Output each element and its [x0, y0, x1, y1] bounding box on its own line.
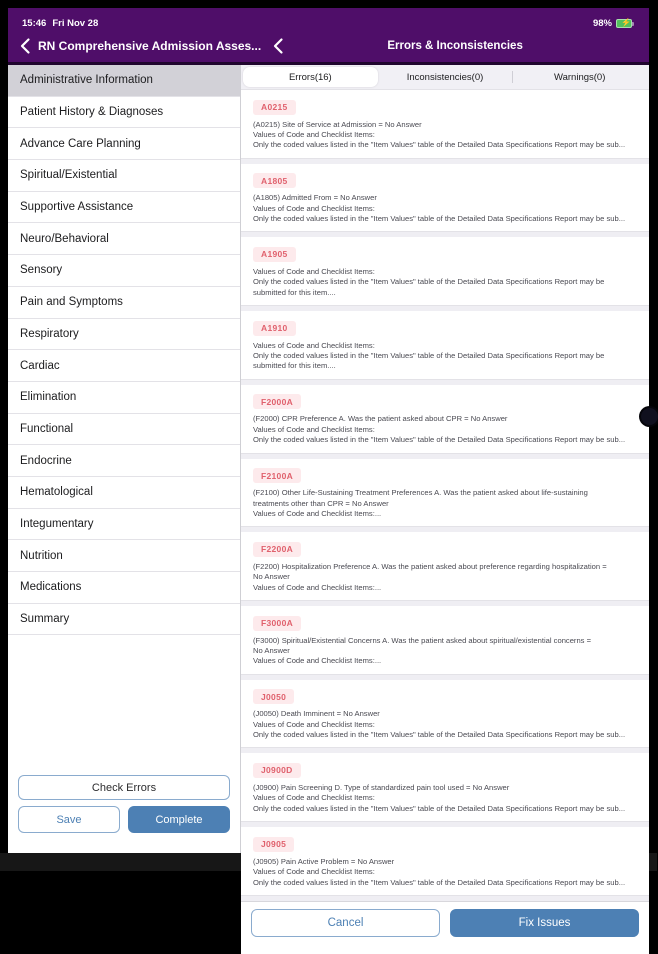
error-text-line: (F2100) Other Life-Sustaining Treatment Preferences A. Was the patient asked about life-sustaining	[253, 488, 588, 498]
sidebar-item[interactable]	[8, 540, 240, 572]
sidebar-item[interactable]	[8, 572, 240, 604]
sidebar-item[interactable]	[8, 319, 240, 351]
error-card-body	[253, 193, 637, 224]
sidebar-item-label: Integumentary	[20, 517, 94, 530]
error-text-line: Values of Code and Checklist Items:	[253, 867, 375, 877]
error-text-line: Values of Code and Checklist Items:	[253, 129, 375, 139]
sidebar-item-label: Hematological	[20, 486, 93, 499]
sidebar-item-label: Pain and Symptoms	[20, 296, 123, 309]
sidebar-item-label: Medications	[20, 581, 82, 594]
error-text-line: (J0905) Pain Active Problem = No Answer	[253, 856, 395, 866]
error-card[interactable]	[241, 311, 649, 380]
error-card[interactable]	[241, 532, 649, 601]
error-card[interactable]	[241, 90, 649, 159]
error-text-line: Values of Code and Checklist Items:...	[253, 656, 382, 666]
error-text-line: Values of Code and Checklist Items:...	[253, 508, 382, 518]
status-time: 15:46	[22, 18, 47, 29]
sidebar-item-label: Sensory	[20, 264, 63, 277]
error-code-badge: F2100A	[253, 468, 301, 483]
error-card-body	[253, 414, 637, 445]
error-code-badge: F2200A	[253, 542, 301, 557]
sidebar-item[interactable]	[8, 192, 240, 224]
sidebar-item-label: Endocrine	[20, 454, 72, 467]
sidebar-footer	[8, 775, 240, 853]
sidebar-item-label: Cardiac	[20, 359, 60, 372]
error-code-badge: J0050	[253, 689, 294, 704]
fix-issues-button[interactable]: Fix Issues	[450, 909, 639, 937]
error-text-line: Values of Code and Checklist Items:	[253, 340, 375, 350]
error-code-badge: F2000A	[253, 394, 301, 409]
error-card-body	[253, 488, 637, 519]
error-text-line: Only the coded values listed in the "Item Values" table of the Detailed Data Specifications Report may be sub...	[253, 730, 626, 740]
main-area	[8, 65, 649, 929]
sidebar-item-label: Supportive Assistance	[20, 201, 134, 214]
app-header	[8, 8, 649, 65]
error-text-line: No Answer	[253, 572, 290, 582]
error-code-badge: F3000A	[253, 616, 301, 631]
sidebar-item[interactable]	[8, 160, 240, 192]
section-sidebar	[8, 65, 241, 853]
error-card[interactable]	[241, 459, 649, 528]
error-card[interactable]	[241, 164, 649, 233]
error-card-body	[253, 857, 637, 888]
tab[interactable]	[378, 67, 513, 87]
error-text-line: submitted for this item....	[253, 287, 336, 297]
error-card-body	[253, 709, 637, 740]
error-text-line: (J0900) Pain Screening D. Type of standardized pain tool used = No Answer	[253, 782, 510, 792]
tab-label: Errors(16)	[288, 71, 332, 83]
check-errors-button[interactable]: Check Errors	[18, 775, 230, 800]
error-card[interactable]	[241, 237, 649, 306]
error-card-body	[253, 636, 637, 667]
error-text-line: Only the coded values listed in the "Item Values" table of the Detailed Data Specifications Report may be sub...	[253, 140, 626, 150]
app-screen	[8, 8, 649, 929]
errors-footer	[241, 901, 649, 954]
error-text-line: (F2200) Hospitalization Preference A. Was the patient asked about preference regarding hospitalization =	[253, 561, 607, 571]
error-text-line: Values of Code and Checklist Items:	[253, 424, 375, 434]
cancel-button[interactable]: Cancel	[251, 909, 440, 937]
error-text-line: Only the coded values listed in the "Item Values" table of the Detailed Data Specifications Report may be	[253, 277, 605, 287]
save-button[interactable]: Save	[18, 806, 120, 833]
error-text-line: Only the coded values listed in the "Item Values" table of the Detailed Data Specifications Report may be	[253, 351, 605, 361]
sidebar-item-label: Nutrition	[20, 549, 63, 562]
sidebar-item[interactable]	[8, 255, 240, 287]
error-card-body	[253, 562, 637, 593]
sidebar-item[interactable]	[8, 445, 240, 477]
error-card[interactable]	[241, 680, 649, 749]
nav-bar	[8, 30, 649, 62]
tab[interactable]	[512, 67, 647, 87]
error-code-badge: A1905	[253, 247, 296, 262]
sidebar-item[interactable]	[8, 223, 240, 255]
error-card-body	[253, 341, 637, 372]
error-text-line: submitted for this item....	[253, 361, 336, 371]
error-card-body	[253, 120, 637, 151]
sidebar-item[interactable]	[8, 604, 240, 636]
sidebar-item-label: Elimination	[20, 391, 77, 404]
error-text-line: (J0050) Death Imminent = No Answer	[253, 709, 380, 719]
error-code-badge: J0905	[253, 837, 294, 852]
error-text-line: Only the coded values listed in the "Item Values" table of the Detailed Data Specifications Report may be sub...	[253, 803, 626, 813]
sidebar-item[interactable]	[8, 287, 240, 319]
nav-right-pane	[261, 30, 649, 62]
tab-label: Warnings(0)	[553, 71, 606, 83]
sidebar-item-label: Spiritual/Existential	[20, 169, 118, 182]
error-card[interactable]	[241, 827, 649, 896]
error-code-badge: J0900D	[253, 763, 301, 778]
error-text-line: Values of Code and Checklist Items:	[253, 266, 375, 276]
sidebar-item[interactable]	[8, 65, 240, 97]
sidebar-item[interactable]	[8, 509, 240, 541]
error-text-line: Values of Code and Checklist Items:	[253, 203, 375, 213]
error-card[interactable]	[241, 385, 649, 454]
error-text-line: (F3000) Spiritual/Existential Concerns A. Was the patient asked about spiritual/existential concerns =	[253, 635, 592, 645]
error-card-body	[253, 783, 637, 814]
sidebar-item-label: Summary	[20, 613, 70, 626]
sidebar-item-label: Administrative Information	[20, 74, 153, 87]
error-text-line: (A1805) Admitted From = No Answer	[253, 193, 377, 203]
tab-bar	[241, 65, 649, 90]
error-text-line: Values of Code and Checklist Items:...	[253, 582, 382, 592]
sidebar-item[interactable]	[8, 477, 240, 509]
error-text-line: Values of Code and Checklist Items:	[253, 719, 375, 729]
sidebar-item-label: Neuro/Behavioral	[20, 232, 109, 245]
sidebar-item-label: Respiratory	[20, 327, 79, 340]
error-text-line: (F2000) CPR Preference A. Was the patient asked about CPR = No Answer	[253, 414, 508, 424]
error-list[interactable]	[241, 90, 649, 901]
errors-panel	[241, 65, 649, 929]
error-code-badge: A1805	[253, 173, 296, 188]
device-camera-notch	[641, 408, 658, 425]
status-bar	[8, 8, 649, 30]
assessment-title: RN Comprehensive Admission Asses...	[38, 39, 262, 53]
error-code-badge: A1910	[253, 321, 296, 336]
sidebar-item-label: Functional	[20, 422, 74, 435]
sidebar-item[interactable]	[8, 350, 240, 382]
tab[interactable]	[243, 67, 378, 87]
error-text-line: Only the coded values listed in the "Item Values" table of the Detailed Data Specifications Report may be sub...	[253, 877, 626, 887]
sidebar-item[interactable]	[8, 128, 240, 160]
complete-button[interactable]: Complete	[128, 806, 230, 833]
error-text-line: (A0215) Site of Service at Admission = No Answer	[253, 119, 422, 129]
error-text-line: Values of Code and Checklist Items:	[253, 793, 375, 803]
sidebar-item-label: Patient History & Diagnoses	[20, 106, 164, 119]
sidebar-item[interactable]	[8, 97, 240, 129]
sidebar-item[interactable]	[8, 414, 240, 446]
status-date: Fri Nov 28	[52, 18, 99, 29]
sidebar-item[interactable]	[8, 382, 240, 414]
error-text-line: No Answer	[253, 645, 290, 655]
sidebar-menu	[8, 65, 240, 775]
error-card[interactable]	[241, 606, 649, 675]
error-text-line: treatments other than CPR = No Answer	[253, 498, 389, 508]
error-code-badge: A0215	[253, 100, 296, 115]
error-text-line: Only the coded values listed in the "Item Values" table of the Detailed Data Specifications Report may be sub...	[253, 214, 626, 224]
tab-label: Inconsistencies(0)	[406, 71, 484, 83]
sidebar-item-label: Advance Care Planning	[20, 137, 141, 150]
battery-percent: 98%	[592, 18, 612, 29]
back-chevron-icon-left[interactable]	[20, 38, 30, 54]
page-title: Errors & Inconsistencies	[387, 40, 523, 52]
error-card-body	[253, 267, 637, 298]
nav-left-pane	[8, 30, 261, 62]
error-card[interactable]	[241, 753, 649, 822]
error-text-line: Only the coded values listed in the "Item Values" table of the Detailed Data Specifications Report may be sub...	[253, 435, 626, 445]
battery-charging-icon: ⚡	[616, 19, 635, 28]
back-chevron-icon-right[interactable]	[273, 38, 283, 54]
